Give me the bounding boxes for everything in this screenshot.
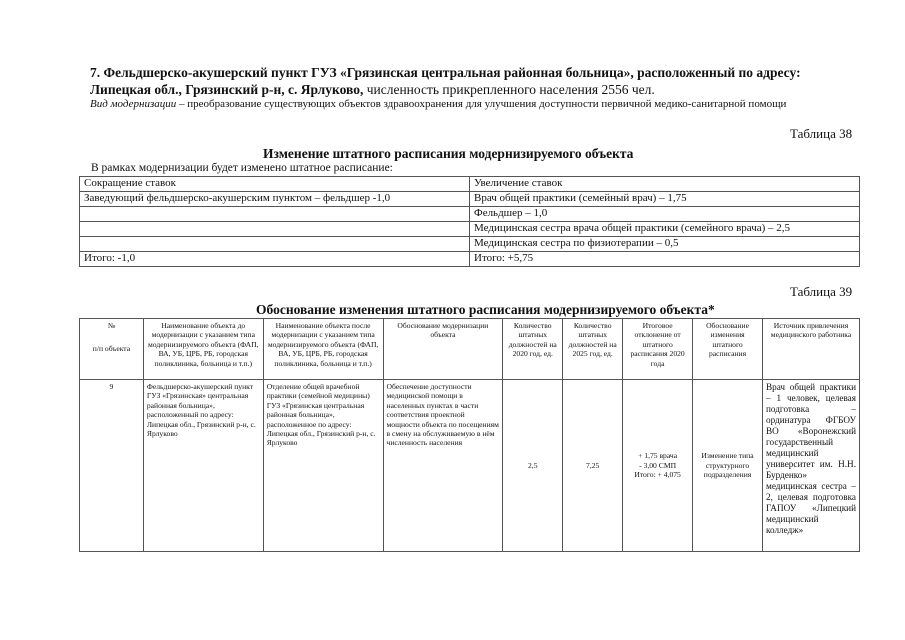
table-row [80,380,860,552]
row-num: 9 [80,380,144,552]
table-cell [80,207,470,222]
table-row [80,237,860,252]
header-source: Источник привлечения медицинского работника [763,319,860,380]
header-rationale: Обоснование модернизации объекта [383,319,503,380]
header-count-2020: Количество штатных должностей на 2020 год, ед. [503,319,563,380]
table-cell: Фельдшер – 1,0 [470,207,860,222]
row-deviation [623,380,693,552]
table-cell: Итого: -1,0 [80,252,470,267]
table-cell: Увеличение ставок [470,177,860,192]
header-num-symbol: № [107,321,116,330]
table-cell [80,222,470,237]
table38-caption: Таблица 38 [790,126,853,141]
deviation-line: Итого: + 4,075 [634,470,681,480]
staffing-change-table [79,176,860,267]
row-name-after: Отделение общей врачебной практики (семейной медицины) ГУЗ «Грязинская центральная районная больница», расположенное по адресу: Липецкая обл., Грязинский р-н, с. Ярлуково [263,380,383,552]
modernization-label: Вид модернизации [90,98,177,110]
header-num-sub: п/п объекта [92,344,131,354]
header-deviation: Итоговое отклонение от штатного расписания 2020 года [623,319,693,380]
table39-caption: Таблица 39 [790,284,853,299]
table-cell: Итого: +5,75 [470,252,860,267]
row-reason: Изменение типа структурного подразделения [693,380,763,552]
row-name-before: Фельдшерско-акушерский пункт ГУЗ «Грязинская» центральная районная больница», расположенный по адресу: Липецкая обл., Грязинский р-н, с. Ярлуково [143,380,263,552]
table39-title: Обоснование изменения штатного расписания модернизируемого объекта* [256,302,715,317]
section-title: 7. Фельдшерско-акушерский пункт ГУЗ «Грязинская центральная районная больница», расположенный по адресу: Липецкая обл., Грязинский р-н, с. Ярлуково, [90,65,801,97]
table-cell: Сокращение ставок [80,177,470,192]
table-cell [80,237,470,252]
table-row [80,252,860,267]
modernization-type [90,98,850,111]
table-cell: Медицинская сестра по физиотерапии – 0,5 [470,237,860,252]
modernization-text: – преобразование существующих объектов здравоохранения для улучшения доступности первичной медико-санитарной помощи [179,98,787,110]
header-num [80,319,144,380]
row-rationale: Обеспечение доступности медицинской помощи в населенных пунктах в части соответствия проектной мощности объекта по посещениям в смену на обслуживаемую в нём численность населения [383,380,503,552]
section-heading [90,64,850,98]
table-cell: Заведующий фельдшерско-акушерским пунктом – фельдшер -1,0 [80,192,470,207]
table38-title: Изменение штатного расписания модернизируемого объекта [263,146,634,161]
table-row [80,177,860,192]
table-row [80,207,860,222]
row-count-2025: 7,25 [563,380,623,552]
header-name-after: Наименование объекта после модернизации с указанием типа модернизируемого объекта (ФАП, ВА, УБ, ЦРБ, РБ, городская поликлиника, больница и т.п.) [263,319,383,380]
table-row [80,222,860,237]
deviation-line: - 3,00 СМП [639,460,677,470]
row-source: Врач общей практики – 1 человек, целевая подготовка – ординатура ФГБОУ ВО «Воронежский государственный медицинский университет им. Н.Н. Бурденко» медицинская сестра – 2, целевая подготовка ГАПОУ «Липецкий медицинский колледж» [763,380,860,552]
header-reason: Обоснование изменения штатного расписания [693,319,763,380]
table-header-row [80,319,860,380]
table-row [80,192,860,207]
table-cell: Врач общей практики (семейный врач) – 1,75 [470,192,860,207]
table38-intro: В рамках модернизации будет изменено штатное расписание: [91,162,393,174]
table-cell: Медицинская сестра врача общей практики (семейного врача) – 2,5 [470,222,860,237]
deviation-line: + 1,75 врача [638,451,678,461]
population-text: численность прикрепленного населения 2556 чел. [366,82,655,97]
header-count-2025: Количество штатных должностей на 2025 год, ед. [563,319,623,380]
staffing-rationale-table [79,318,860,552]
header-name-before: Наименование объекта до модернизации с указанием типа модернизируемого объекта (ФАП, ВА, УБ, ЦРБ, РБ, городская поликлиника, больница и т.п.) [143,319,263,380]
row-count-2020: 2,5 [503,380,563,552]
